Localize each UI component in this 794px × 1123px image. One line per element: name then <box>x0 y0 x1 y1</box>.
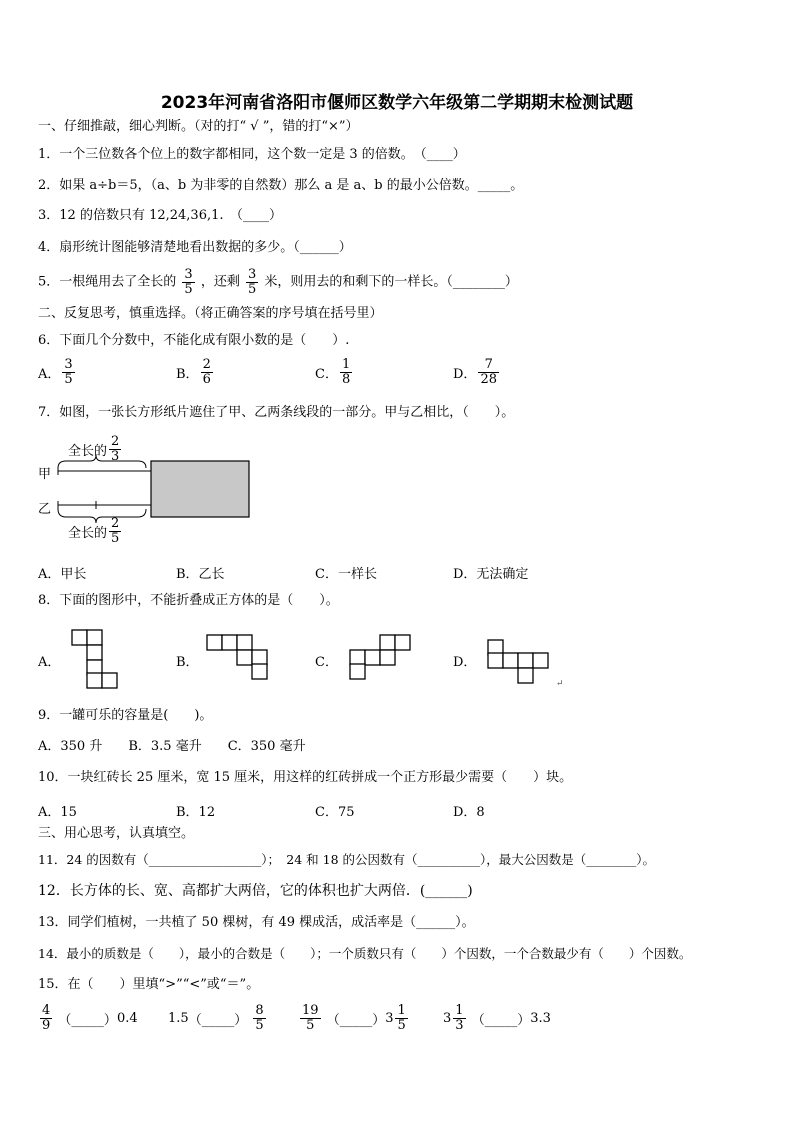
q7-paper-rect <box>151 461 249 517</box>
q8-option-c-label: C． <box>315 655 338 670</box>
question-11: 11．24 的因数有（__________________）； 24 和 18 的公因数有（__________），最大公因数是（________）。 <box>38 852 656 867</box>
q6-option-b: B． $\frac{2}{6}$ <box>176 357 211 387</box>
question-5 <box>38 268 518 297</box>
q5-prefix: 5．一根绳用去了全长的 <box>38 274 177 290</box>
q8-net-d <box>486 638 551 688</box>
question-15: 15．在（ ）里填“>”“<”或“＝”。 <box>38 977 260 992</box>
question-3: 3．12 的倍数只有 12,24,36,1. （____） <box>38 208 283 223</box>
section-3-heading: 三、用心思考，认真填空。 <box>38 826 195 841</box>
q8-option-a-label: A． <box>38 655 61 670</box>
q9-options: A．350 升 B．3.5 毫升 C．350 毫升 <box>38 739 306 754</box>
q7-top-brace <box>58 455 146 468</box>
q6-option-d: D． $\frac{7}{28}$ <box>453 357 497 387</box>
q10-option-c: C．75 <box>315 805 355 820</box>
question-4: 4．扇形统计图能够清楚地看出数据的多少。（______） <box>38 240 352 255</box>
q5-suffix: 米，则用去的和剩下的一样长。（________） <box>264 274 518 290</box>
section-1-heading: 一、仔细推敲，细心判断。（对的打“ √ ”，错的打“×”） <box>38 119 359 134</box>
q10-option-b: B．12 <box>176 805 216 820</box>
q7-bottom-label: 全长的 $\frac{2}{5}$ <box>68 516 120 546</box>
q5-fraction-2: $\frac{3}{5}$ <box>248 267 257 297</box>
section-2-heading: 二、反复思考，慎重选择。（将正确答案的序号填在括号里） <box>38 306 383 321</box>
q7-top-label: 全长的 $\frac{2}{3}$ <box>68 434 120 464</box>
q7-option-b: B．乙长 <box>176 567 225 582</box>
q5-fraction-1: $\frac{3}{5}$ <box>184 267 193 297</box>
q8-option-d-label: D． <box>453 655 477 670</box>
q7-option-d: D．无法确定 <box>453 567 529 582</box>
question-13: 13．同学们植树，一共植了 50 棵树，有 49 棵成活，成活率是（______）。 <box>38 915 475 930</box>
q6-option-c: C． $\frac{1}{8}$ <box>315 357 351 387</box>
q6-option-a: A． $\frac{3}{5}$ <box>38 357 73 387</box>
q7-jia-label: 甲 <box>38 467 52 482</box>
question-10: 10．一块红砖长 25 厘米，宽 15 厘米，用这样的红砖拼成一个正方形最少需要（ ）块。 <box>38 770 573 785</box>
q5-mid: ，还剩 <box>200 274 240 290</box>
question-2: 2．如果 a÷b＝5，（a、b 为非零的自然数）那么 a 是 a、b 的最小公倍数。_____。 <box>38 178 524 193</box>
q15-item-3: $\frac{19}{5}$ （_____）3 $\frac{1}{5}$ <box>302 1003 406 1033</box>
q8-net-a <box>70 628 120 690</box>
q10-option-d: D．8 <box>453 805 485 820</box>
question-7: 7．如图，一张长方形纸片遮住了甲、乙两条线段的一部分。甲与乙相比，（ ）。 <box>38 405 515 420</box>
q15-item-1: $\frac{4}{9}$ （_____）0.4 <box>42 1003 138 1033</box>
q7-diagram <box>38 433 268 553</box>
question-1: 1．一个三位数各个位上的数字都相同，这个数一定是 3 的倍数。 （____） <box>38 147 466 162</box>
return-arrow-icon: ↵ <box>556 679 564 689</box>
page-title: 2023年河南省洛阳市偃师区数学六年级第二学期期末检测试题 <box>160 93 634 113</box>
q7-option-a: A．甲长 <box>38 567 87 582</box>
q7-yi-label: 乙 <box>38 502 52 517</box>
q8-option-b-label: B． <box>176 655 199 670</box>
question-8: 8．下面的图形中，不能折叠成正方体的是（ ）。 <box>38 593 339 608</box>
question-14: 14．最小的质数是（ ），最小的合数是（ ）；一个质数只有（ ）个因数，一个合数最少有（ ）个因数。 <box>38 946 692 961</box>
q10-option-a: A．15 <box>38 805 77 820</box>
q8-net-c <box>348 633 413 681</box>
q15-item-2: 1.5（_____） $\frac{8}{5}$ <box>168 1003 264 1033</box>
q15-item-4: 3 $\frac{1}{3}$ （_____）3.3 <box>443 1003 551 1033</box>
question-12: 12．长方体的长、宽、高都扩大两倍，它的体积也扩大两倍．(______) <box>38 883 473 899</box>
q8-net-b <box>205 633 270 681</box>
q7-option-c: C．一样长 <box>315 567 377 582</box>
question-9: 9．一罐可乐的容量是( )。 <box>38 708 213 723</box>
question-6: 6．下面几个分数中，不能化成有限小数的是（ ）. <box>38 333 350 348</box>
